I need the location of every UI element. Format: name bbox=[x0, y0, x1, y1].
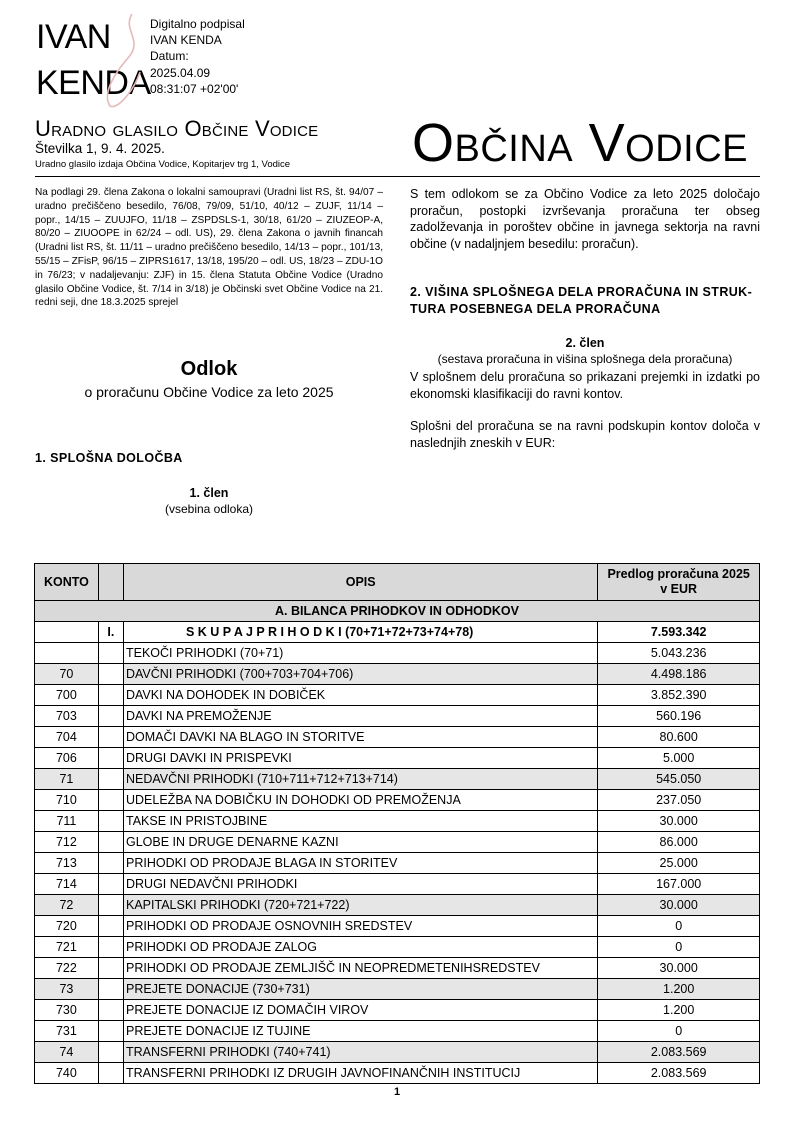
row-label: DRUGI DAVKI IN PRISPEVKI bbox=[124, 748, 598, 769]
row-roman bbox=[98, 1021, 123, 1042]
total-row bbox=[35, 622, 760, 643]
table-row bbox=[35, 748, 760, 769]
row-roman bbox=[98, 769, 123, 790]
article-1-heading: 1. člen bbox=[189, 486, 229, 500]
row-value: 30.000 bbox=[598, 811, 760, 832]
table-row bbox=[35, 1021, 760, 1042]
header-value bbox=[598, 564, 760, 601]
row-value: 167.000 bbox=[598, 874, 760, 895]
row-label: PRIHODKI OD PRODAJE ZEMLJIŠČ IN NEOPREDMETENIHSREDSTEV bbox=[124, 958, 598, 979]
row-konto: 70 bbox=[35, 664, 99, 685]
table-row bbox=[35, 643, 760, 664]
section-title-cell: A. BILANCA PRIHODKOV IN ODHODKOV bbox=[35, 601, 760, 622]
row-konto: 722 bbox=[35, 958, 99, 979]
article-2-paragraph-2: Splošni del proračuna se na ravni podskupin kontov določa v naslednjih zneskih v EUR: bbox=[410, 419, 760, 450]
header-roman bbox=[98, 564, 123, 601]
row-roman bbox=[98, 685, 123, 706]
signature-name-line2: KENDA bbox=[36, 64, 151, 102]
row-konto: 712 bbox=[35, 832, 99, 853]
municipality-title: Občina Vodice bbox=[412, 113, 749, 173]
row-label: DAVČNI PRIHODKI (700+703+704+706) bbox=[124, 664, 598, 685]
row-label: GLOBE IN DRUGE DENARNE KAZNI bbox=[124, 832, 598, 853]
row-value: 0 bbox=[598, 916, 760, 937]
row-roman bbox=[98, 790, 123, 811]
table-row bbox=[35, 706, 760, 727]
row-value: 0 bbox=[598, 937, 760, 958]
publisher-line: Uradno glasilo izdaja Občina Vodice, Kopitarjev trg 1, Vodice bbox=[35, 159, 291, 170]
row-roman bbox=[98, 748, 123, 769]
table-row bbox=[35, 664, 760, 685]
row-label: KAPITALSKI PRIHODKI (720+721+722) bbox=[124, 895, 598, 916]
row-roman bbox=[98, 727, 123, 748]
section-title-row bbox=[35, 601, 760, 622]
row-konto: 740 bbox=[35, 1063, 99, 1084]
signature-name-line1: IVAN bbox=[36, 18, 111, 56]
row-roman bbox=[98, 958, 123, 979]
table-row bbox=[35, 1000, 760, 1021]
section-heading-2-line2: TURA POSEBNEGA DELA PRORAČUNA bbox=[410, 301, 661, 316]
table-row bbox=[35, 895, 760, 916]
row-label: PRIHODKI OD PRODAJE OSNOVNIH SREDSTEV bbox=[124, 916, 598, 937]
row-label: PREJETE DONACIJE (730+731) bbox=[124, 979, 598, 1000]
row-konto: 72 bbox=[35, 895, 99, 916]
table-row bbox=[35, 727, 760, 748]
table-row bbox=[35, 979, 760, 1000]
page-number: 1 bbox=[393, 1086, 401, 1098]
row-value: 5.043.236 bbox=[598, 643, 760, 664]
article-1-subtitle: (vsebina odloka) bbox=[164, 502, 254, 516]
row-konto: 73 bbox=[35, 979, 99, 1000]
row-roman bbox=[98, 643, 123, 664]
total-konto bbox=[35, 622, 99, 643]
row-konto: 713 bbox=[35, 853, 99, 874]
row-konto: 731 bbox=[35, 1021, 99, 1042]
header-opis: OPIS bbox=[124, 564, 598, 601]
row-label: TAKSE IN PRISTOJBINE bbox=[124, 811, 598, 832]
signature-info-line: IVAN KENDA bbox=[150, 33, 222, 48]
gazette-title: Uradno glasilo Občine Vodice bbox=[35, 116, 319, 141]
signature-info-line: Datum: bbox=[150, 49, 189, 64]
article-2-subtitle: (sestava proračuna in višina splošnega dela proračuna) bbox=[437, 352, 733, 366]
row-roman bbox=[98, 1042, 123, 1063]
row-roman bbox=[98, 664, 123, 685]
signature-scribble bbox=[92, 10, 152, 110]
document-subtitle: o proračunu Občine Vodice za leto 2025 bbox=[84, 384, 334, 400]
document-title: Odlok bbox=[180, 358, 238, 380]
row-label: DOMAČI DAVKI NA BLAGO IN STORITVE bbox=[124, 727, 598, 748]
table-row bbox=[35, 1063, 760, 1084]
table-row bbox=[35, 769, 760, 790]
total-roman: I. bbox=[98, 622, 123, 643]
row-roman bbox=[98, 979, 123, 1000]
section-heading-2 bbox=[410, 284, 760, 317]
section-heading-2-line1: 2. VIŠINA SPLOŠNEGA DELA PRORAČUNA IN STRUK- bbox=[410, 285, 753, 299]
article-2-heading: 2. člen bbox=[565, 336, 605, 350]
section-heading-1: 1. SPLOŠNA DOLOČBA bbox=[35, 451, 183, 465]
row-value: 4.498.186 bbox=[598, 664, 760, 685]
row-konto: 71 bbox=[35, 769, 99, 790]
row-value: 2.083.569 bbox=[598, 1042, 760, 1063]
row-konto: 704 bbox=[35, 727, 99, 748]
row-value: 30.000 bbox=[598, 895, 760, 916]
row-label: DRUGI NEDAVČNI PRIHODKI bbox=[124, 874, 598, 895]
row-value: 86.000 bbox=[598, 832, 760, 853]
row-roman bbox=[98, 832, 123, 853]
row-value: 80.600 bbox=[598, 727, 760, 748]
row-value: 560.196 bbox=[598, 706, 760, 727]
header-value-line2: v EUR bbox=[660, 582, 698, 596]
preamble-text: Na podlagi 29. člena Zakona o lokalni samoupravi (Uradni list RS, št. 94/07 – uradno prečiščeno besedilo, 76/08, 79/09, 51/10, 40/12 – ZUJF, 11/14 – popr., 14/15 – ZUUJFO, 11/18 – ZSPDSLS-1, 30/18, 61/20 – ZIUZEOP-A, 80/20 – ZIUOOPE in 62/24 – odl. US), 29. člena Zakona o javnih financah (Uradni list RS, št. 11/11 – uradno prečiščeno besedilo, 14/13 – popr., 101/13, 55/15 – ZFisP, 96/15 – ZIPRS1617, 13/18, 195/20 – odl. US, 18/23 – ZDU-1O in 76/23; v nadaljevanju: ZJF) in 15. člena Statuta Občine Vodice (Uradno glasilo Občine Vodice, št. 7/14 in 3/18) je Občinski svet Občine Vodice na 21. redni seji, dne 18.3.2025 sprejel bbox=[35, 187, 383, 309]
row-konto: 711 bbox=[35, 811, 99, 832]
row-label: TRANSFERNI PRIHODKI (740+741) bbox=[124, 1042, 598, 1063]
row-konto: 703 bbox=[35, 706, 99, 727]
row-value: 1.200 bbox=[598, 1000, 760, 1021]
issue-number: Številka 1, 9. 4. 2025. bbox=[35, 141, 165, 156]
header-divider bbox=[35, 176, 760, 177]
table-row bbox=[35, 916, 760, 937]
row-label: PREJETE DONACIJE IZ DOMAČIH VIROV bbox=[124, 1000, 598, 1021]
signature-info-line: 2025.04.09 bbox=[150, 65, 211, 80]
row-konto: 710 bbox=[35, 790, 99, 811]
row-roman bbox=[98, 916, 123, 937]
row-label: PRIHODKI OD PRODAJE BLAGA IN STORITEV bbox=[124, 853, 598, 874]
row-label: UDELEŽBA NA DOBIČKU IN DOHODKI OD PREMOŽENJA bbox=[124, 790, 598, 811]
row-value: 3.852.390 bbox=[598, 685, 760, 706]
intro-paragraph: S tem odlokom se za Občino Vodice za leto 2025 določajo proračun, postopki izvrševanja proračuna ter obseg zadolževanja in poroštev občine in javnega sektorja na ravni občine (v nadaljnjem besedilu: proračun). bbox=[410, 187, 760, 251]
table-row bbox=[35, 937, 760, 958]
row-label: TEKOČI PRIHODKI (70+71) bbox=[124, 643, 598, 664]
row-roman bbox=[98, 1000, 123, 1021]
row-roman bbox=[98, 895, 123, 916]
table-row bbox=[35, 874, 760, 895]
table-row bbox=[35, 811, 760, 832]
row-konto bbox=[35, 643, 99, 664]
table-row bbox=[35, 853, 760, 874]
row-konto: 730 bbox=[35, 1000, 99, 1021]
signature-info-line: Digitalno podpisal bbox=[150, 17, 245, 31]
table-row bbox=[35, 958, 760, 979]
article-2-paragraph-1: V splošnem delu proračuna so prikazani prejemki in izdatki po ekonomski klasifikaciji do ravni kontov. bbox=[410, 370, 760, 401]
row-value: 30.000 bbox=[598, 958, 760, 979]
row-label: DAVKI NA PREMOŽENJE bbox=[124, 706, 598, 727]
table-row bbox=[35, 832, 760, 853]
row-value: 25.000 bbox=[598, 853, 760, 874]
row-label: NEDAVČNI PRIHODKI (710+711+712+713+714) bbox=[124, 769, 598, 790]
header-value-line1: Predlog proračuna 2025 bbox=[607, 567, 750, 581]
row-value: 2.083.569 bbox=[598, 1063, 760, 1084]
row-value: 1.200 bbox=[598, 979, 760, 1000]
row-label: DAVKI NA DOHODEK IN DOBIČEK bbox=[124, 685, 598, 706]
row-konto: 721 bbox=[35, 937, 99, 958]
row-roman bbox=[98, 937, 123, 958]
row-konto: 706 bbox=[35, 748, 99, 769]
row-roman bbox=[98, 1063, 123, 1084]
total-label: S K U P A J P R I H O D K I (70+71+72+73+74+78) bbox=[124, 622, 598, 643]
row-konto: 720 bbox=[35, 916, 99, 937]
row-roman bbox=[98, 853, 123, 874]
table-row bbox=[35, 685, 760, 706]
table-row bbox=[35, 1042, 760, 1063]
budget-table bbox=[34, 563, 760, 1084]
row-roman bbox=[98, 874, 123, 895]
row-value: 237.050 bbox=[598, 790, 760, 811]
row-konto: 714 bbox=[35, 874, 99, 895]
row-value: 5.000 bbox=[598, 748, 760, 769]
total-value: 7.593.342 bbox=[598, 622, 760, 643]
header-konto: KONTO bbox=[35, 564, 99, 601]
row-label: PRIHODKI OD PRODAJE ZALOG bbox=[124, 937, 598, 958]
row-label: PREJETE DONACIJE IZ TUJINE bbox=[124, 1021, 598, 1042]
signature-info-line: 08:31:07 +02'00' bbox=[150, 81, 239, 96]
table-header-row bbox=[35, 564, 760, 601]
signature-info bbox=[150, 16, 245, 97]
row-konto: 74 bbox=[35, 1042, 99, 1063]
row-value: 0 bbox=[598, 1021, 760, 1042]
row-label: TRANSFERNI PRIHODKI IZ DRUGIH JAVNOFINANČNIH INSTITUCIJ bbox=[124, 1063, 598, 1084]
row-konto: 700 bbox=[35, 685, 99, 706]
table-row bbox=[35, 790, 760, 811]
row-value: 545.050 bbox=[598, 769, 760, 790]
row-roman bbox=[98, 706, 123, 727]
row-roman bbox=[98, 811, 123, 832]
